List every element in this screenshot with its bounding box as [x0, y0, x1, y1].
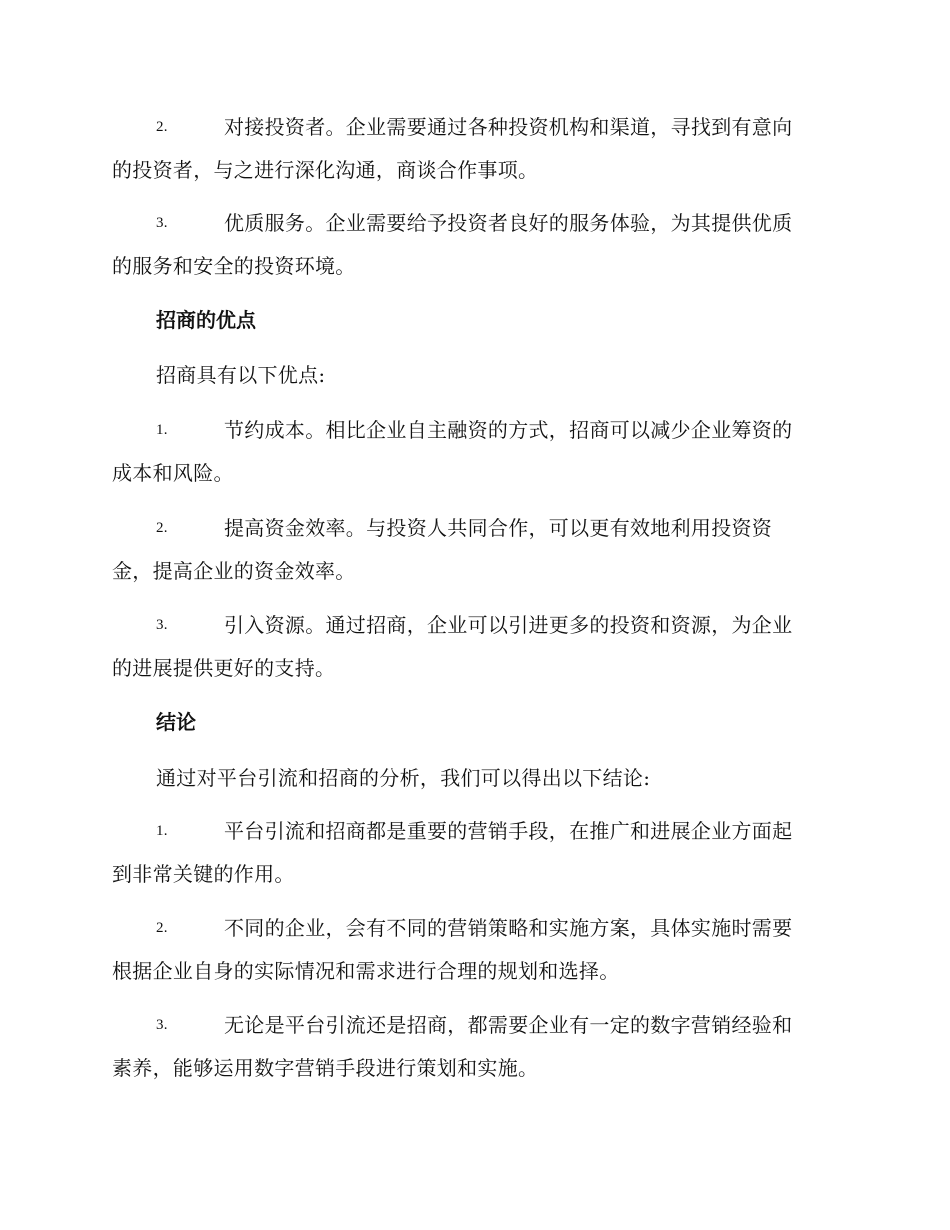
section-intro: 招商具有以下优点: — [156, 363, 326, 387]
list-item-text-line1: 提高资金效率。与投资人共同合作，可以更有效地利用投资资 — [224, 516, 773, 540]
list-item — [112, 507, 832, 593]
list-number: 3. — [156, 617, 168, 633]
list-item-text-line2: 的进展提供更好的支持。 — [112, 656, 336, 680]
list-number: 2. — [156, 920, 168, 936]
list-item-text-line2: 到非常关键的作用。 — [112, 862, 295, 886]
list-item-text-line1: 无论是平台引流还是招商，都需要企业有一定的数字营销经验和 — [224, 1013, 793, 1037]
list-item — [112, 604, 832, 690]
list-item-text-line1: 节约成本。相比企业自主融资的方式，招商可以减少企业筹资的 — [224, 418, 793, 442]
section-heading: 招商的优点 — [156, 308, 256, 332]
list-item — [112, 907, 832, 993]
list-item-text-line1: 不同的企业，会有不同的营销策略和实施方案，具体实施时需要 — [224, 916, 793, 940]
list-item-text-line1: 优质服务。企业需要给予投资者良好的服务体验，为其提供优质 — [224, 211, 793, 235]
list-item-text-line1: 引入资源。通过招商，企业可以引进更多的投资和资源，为企业 — [224, 613, 793, 637]
list-item — [112, 409, 832, 495]
list-item-text-line2: 的服务和安全的投资环境。 — [112, 254, 356, 278]
list-number: 3. — [156, 215, 168, 231]
list-item — [112, 202, 832, 288]
list-item — [112, 810, 832, 896]
list-item-text-line2: 素养，能够运用数字营销手段进行策划和实施。 — [112, 1056, 539, 1080]
list-item — [112, 1004, 832, 1090]
list-item-text-line1: 对接投资者。企业需要通过各种投资机构和渠道，寻找到有意向 — [224, 115, 793, 139]
list-number: 2. — [156, 119, 168, 135]
section-intro: 通过对平台引流和招商的分析，我们可以得出以下结论: — [156, 766, 651, 790]
list-number: 1. — [156, 823, 168, 839]
list-number: 3. — [156, 1017, 168, 1033]
list-item-text-line2: 成本和风险。 — [112, 461, 234, 485]
list-item-text-line2: 的投资者，与之进行深化沟通，商谈合作事项。 — [112, 158, 539, 182]
list-item-text-line2: 根据企业自身的实际情况和需求进行合理的规划和选择。 — [112, 959, 620, 983]
list-item — [112, 106, 832, 192]
section-heading: 结论 — [156, 710, 196, 734]
list-number: 2. — [156, 520, 168, 536]
list-number: 1. — [156, 422, 168, 438]
list-item-text-line1: 平台引流和招商都是重要的营销手段，在推广和进展企业方面起 — [224, 819, 793, 843]
list-item-text-line2: 金，提高企业的资金效率。 — [112, 559, 356, 583]
